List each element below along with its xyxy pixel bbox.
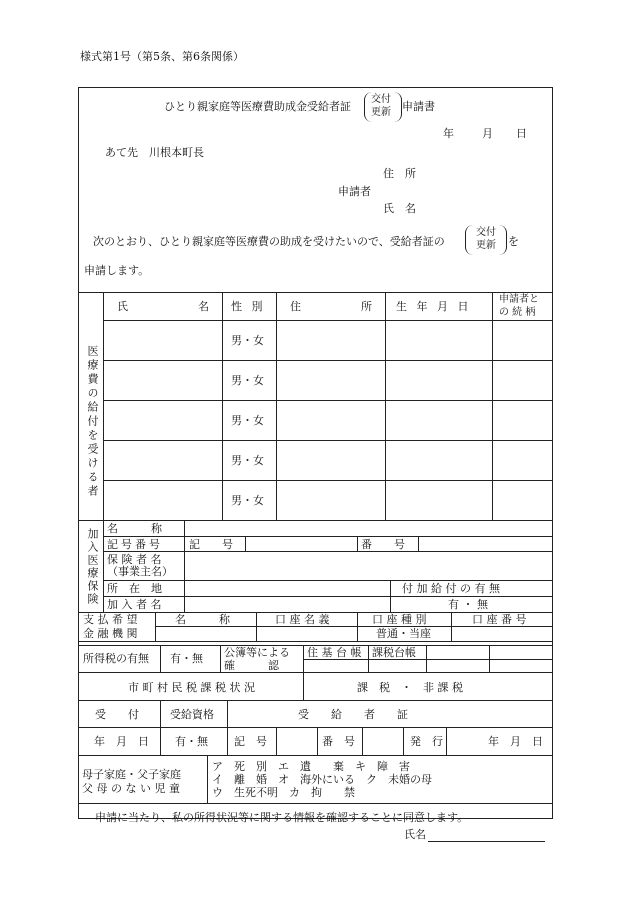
supplementary-benefit-label: 付 加 給 付 の 有 無 xyxy=(402,582,500,595)
eligibility-label: 受給資格 xyxy=(170,708,214,721)
title-option-issue: 交付 xyxy=(371,94,391,105)
municipal-tax-status-label: 市 町 村 民 税 課 税 状 況 xyxy=(128,681,255,694)
public-record-label-1: 公簿等による xyxy=(224,646,290,659)
date-day-label: 日 xyxy=(516,127,527,140)
bank-side-label-1: 支 払 希 望 xyxy=(83,613,138,626)
public-record-label-2: 確 認 xyxy=(224,659,279,672)
taxable-options[interactable]: 課 税 ・ 非 課 税 xyxy=(357,681,463,694)
household-reason-line-1: ア 死 別 エ 遺 棄 キ 障 害 xyxy=(212,760,410,773)
sex-option-3[interactable]: 男・女 xyxy=(231,414,264,427)
supplementary-benefit-options[interactable]: 有 ・ 無 xyxy=(448,598,488,611)
header-relation-1: 申請者と xyxy=(499,294,539,305)
addressee: あて先 川根本町長 xyxy=(105,146,204,159)
insurance-side-label: 加入医療保険 xyxy=(86,528,99,606)
intro-text-end: を xyxy=(508,235,519,248)
form-title: ひとり親家庭等医療費助成金受給者証 xyxy=(164,100,351,113)
insurance-number-label: 番 号 xyxy=(361,538,405,551)
sex-option-2[interactable]: 男・女 xyxy=(231,374,264,387)
header-sex: 性 別 xyxy=(231,300,266,313)
form-title-suffix: 申請書 xyxy=(402,100,435,113)
date-month-label: 月 xyxy=(482,127,493,140)
household-reason-line-2: イ 離 婚 オ 海外にいる ク 未婚の母 xyxy=(212,773,432,786)
sex-option-5[interactable]: 男・女 xyxy=(231,494,264,507)
insurance-name-label: 名 称 xyxy=(107,522,162,535)
reception-date: 年 月 日 xyxy=(94,735,149,748)
sex-option-1[interactable]: 男・女 xyxy=(231,334,264,347)
account-holder-header: 口 座 名 義 xyxy=(275,613,330,626)
reception-label: 受 付 xyxy=(95,708,139,721)
applicant-name-label: 氏 名 xyxy=(383,202,416,215)
employer-label: （事業主名） xyxy=(107,565,173,578)
header-name-2: 名 xyxy=(198,300,209,313)
applicant-address-label: 住 所 xyxy=(383,167,416,180)
income-tax-options[interactable]: 有・無 xyxy=(170,652,203,665)
intro-option-issue: 交付 xyxy=(476,227,496,238)
insurer-label: 保 険 者 名 xyxy=(107,553,162,566)
account-type-options[interactable]: 普通・当座 xyxy=(376,627,431,640)
household-type-label-2: 父 母 の な い 児 童 xyxy=(82,782,180,795)
household-type-label-1: 母子家庭・父子家庭 xyxy=(82,768,181,781)
tax-register-label: 課税台帳 xyxy=(372,646,416,659)
eligibility-options[interactable]: 有・無 xyxy=(175,735,208,748)
header-name-1: 氏 xyxy=(117,300,128,313)
header-address-1: 住 xyxy=(290,300,301,313)
subscriber-label: 加 入 者 名 xyxy=(107,598,162,611)
header-birthdate: 生 年 月 日 xyxy=(396,300,472,313)
certificate-number-label: 番 号 xyxy=(322,735,355,748)
form-number: 様式第1号（第5条、第6条関係） xyxy=(80,50,244,63)
account-type-header: 口 座 種 別 xyxy=(372,613,427,626)
sex-option-4[interactable]: 男・女 xyxy=(231,454,264,467)
certificate-label: 受 給 者 証 xyxy=(298,708,408,721)
insurance-symbol-number-label: 記号番号 xyxy=(107,538,163,551)
signature-line[interactable] xyxy=(428,841,545,842)
household-reason-line-3: ウ 生死不明 カ 拘 禁 xyxy=(212,786,355,799)
date-year-label: 年 xyxy=(443,127,454,140)
location-label: 所 在 地 xyxy=(107,582,162,595)
certificate-symbol-label: 記 号 xyxy=(234,735,267,748)
income-tax-label: 所得税の有無 xyxy=(83,652,149,665)
signature-label: 氏名 xyxy=(404,828,426,841)
insurance-symbol-label: 記 号 xyxy=(189,538,233,551)
header-relation-2: の 続 柄 xyxy=(499,307,536,318)
issue-date: 年 月 日 xyxy=(488,735,543,748)
title-option-renew: 更新 xyxy=(371,107,391,118)
header-address-2: 所 xyxy=(361,300,372,313)
bank-name-header: 名 称 xyxy=(175,613,230,626)
issue-label: 発 行 xyxy=(410,735,443,748)
consent-text: 申請に当たり、私の所得状況等に関する情報を確認することに同意します。 xyxy=(95,811,469,824)
intro-text-2: 申請します。 xyxy=(84,264,150,277)
recipients-side-label: 医療費の給付を受ける者 xyxy=(86,345,99,499)
intro-option-renew: 更新 xyxy=(476,240,496,251)
resident-register-label: 住 基 台 帳 xyxy=(307,646,362,659)
account-number-header: 口 座 番 号 xyxy=(472,613,527,626)
applicant-label: 申請者 xyxy=(338,185,371,198)
intro-text: 次のとおり、ひとり親家庭等医療費の助成を受けたいので、受給者証の xyxy=(93,235,445,248)
bank-side-label-2: 金 融 機 関 xyxy=(83,627,138,640)
